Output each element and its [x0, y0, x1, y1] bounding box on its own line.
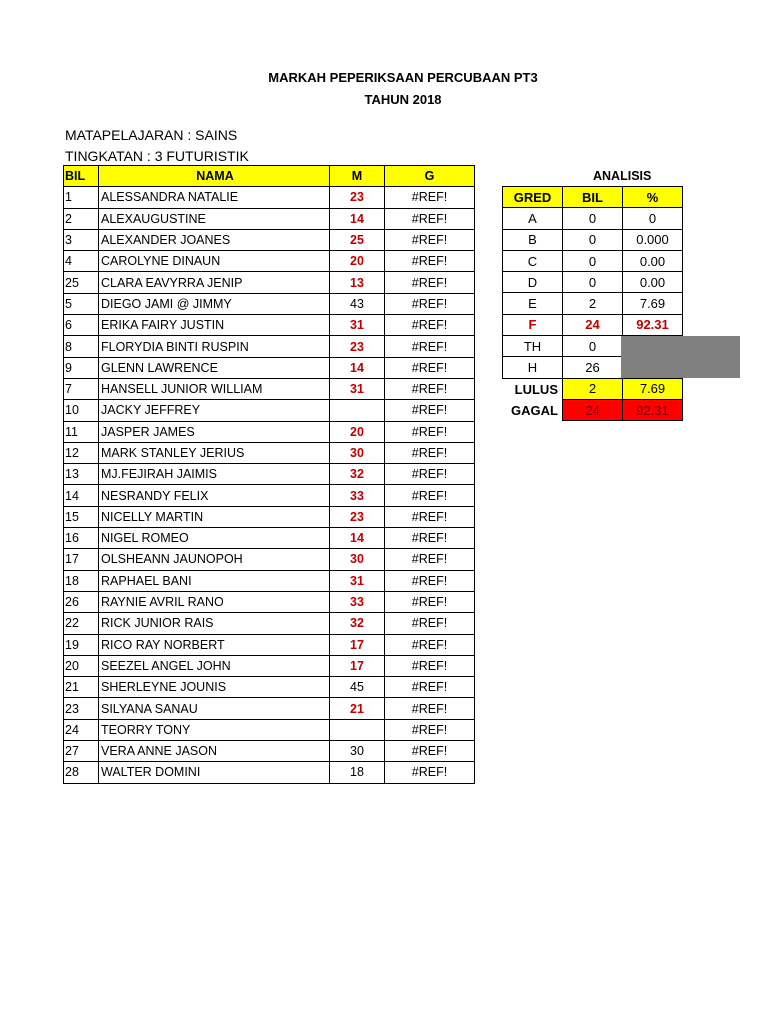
cell-g[interactable]: #REF!: [385, 719, 475, 740]
cell-m[interactable]: 14: [330, 357, 385, 378]
analysis-pct[interactable]: 92.31: [623, 314, 683, 335]
marks-table: [63, 165, 475, 784]
cell-bil[interactable]: 28: [64, 762, 99, 783]
table-row: [64, 719, 475, 740]
col-header-m[interactable]: M: [330, 166, 385, 187]
analysis-bil[interactable]: 0: [563, 336, 623, 357]
cell-bil[interactable]: 17: [64, 549, 99, 570]
cell-bil[interactable]: 11: [64, 421, 99, 442]
analysis-gred[interactable]: D: [503, 272, 563, 293]
table-row: [64, 251, 475, 272]
analysis-title: ANALISIS: [593, 169, 652, 183]
analysis-gred[interactable]: E: [503, 293, 563, 314]
cell-m[interactable]: 31: [330, 378, 385, 399]
table-row: [64, 293, 475, 314]
cell-m[interactable]: 32: [330, 464, 385, 485]
cell-bil[interactable]: 21: [64, 677, 99, 698]
cell-nama[interactable]: MARK STANLEY JERIUS: [99, 442, 330, 463]
cell-nama[interactable]: SILYANA SANAU: [99, 698, 330, 719]
analysis-bil[interactable]: 0: [563, 208, 623, 229]
cell-g[interactable]: #REF!: [385, 229, 475, 250]
subject-label: MATAPELAJARAN : SAINS: [65, 127, 238, 143]
cell-nama[interactable]: OLSHEANN JAUNOPOH: [99, 549, 330, 570]
table-row: [64, 400, 475, 421]
table-row: [64, 528, 475, 549]
table-row: [64, 421, 475, 442]
analysis-pct[interactable]: 7.69: [623, 293, 683, 314]
table-row: [64, 655, 475, 676]
cell-nama[interactable]: RAYNIE AVRIL RANO: [99, 591, 330, 612]
cell-g[interactable]: #REF!: [385, 655, 475, 676]
cell-bil[interactable]: 24: [64, 719, 99, 740]
cell-g[interactable]: #REF!: [385, 698, 475, 719]
cell-g[interactable]: #REF!: [385, 485, 475, 506]
cell-g[interactable]: #REF!: [385, 251, 475, 272]
table-row: [64, 677, 475, 698]
cell-bil[interactable]: 6: [64, 315, 99, 336]
analysis-row: [503, 293, 683, 314]
cell-bil[interactable]: 3: [64, 229, 99, 250]
cell-bil[interactable]: 27: [64, 741, 99, 762]
cell-m[interactable]: 20: [330, 251, 385, 272]
analysis-gred[interactable]: TH: [503, 336, 563, 357]
cell-g[interactable]: #REF!: [385, 741, 475, 762]
cell-nama[interactable]: ERIKA FAIRY JUSTIN: [99, 315, 330, 336]
cell-nama[interactable]: MJ.FEJIRAH JAIMIS: [99, 464, 330, 485]
lulus-bil[interactable]: 2: [563, 378, 623, 399]
lulus-pct[interactable]: 7.69: [623, 378, 683, 399]
table-row: [64, 464, 475, 485]
cell-g[interactable]: #REF!: [385, 421, 475, 442]
cell-m[interactable]: 21: [330, 698, 385, 719]
cell-m[interactable]: 14: [330, 528, 385, 549]
cell-g[interactable]: #REF!: [385, 570, 475, 591]
cell-m[interactable]: 23: [330, 336, 385, 357]
analysis-bil[interactable]: 2: [563, 293, 623, 314]
table-row: [64, 229, 475, 250]
cell-m[interactable]: 30: [330, 549, 385, 570]
cell-m[interactable]: 25: [330, 229, 385, 250]
cell-m[interactable]: [330, 719, 385, 740]
marks-body: [64, 187, 475, 783]
cell-m[interactable]: 45: [330, 677, 385, 698]
table-row: [64, 506, 475, 527]
table-row: [64, 336, 475, 357]
cell-g[interactable]: #REF!: [385, 315, 475, 336]
cell-nama[interactable]: SHERLEYNE JOUNIS: [99, 677, 330, 698]
cell-nama[interactable]: HANSELL JUNIOR WILLIAM: [99, 378, 330, 399]
cell-g[interactable]: #REF!: [385, 336, 475, 357]
analysis-pct[interactable]: 0: [623, 208, 683, 229]
col-header-nama[interactable]: NAMA: [99, 166, 330, 187]
cell-bil[interactable]: 20: [64, 655, 99, 676]
cell-bil[interactable]: 8: [64, 336, 99, 357]
analysis-row: [503, 250, 683, 271]
cell-g[interactable]: #REF!: [385, 549, 475, 570]
cell-nama[interactable]: ALESSANDRA NATALIE: [99, 187, 330, 208]
sheet-year: TAHUN 2018: [364, 92, 442, 107]
cell-nama[interactable]: JASPER JAMES: [99, 421, 330, 442]
table-row: [64, 698, 475, 719]
cell-m[interactable]: [330, 400, 385, 421]
table-row: [64, 741, 475, 762]
analysis-bil[interactable]: 24: [563, 314, 623, 335]
cell-g[interactable]: #REF!: [385, 272, 475, 293]
cell-g[interactable]: #REF!: [385, 528, 475, 549]
cell-nama[interactable]: RICK JUNIOR RAIS: [99, 613, 330, 634]
gagal-bil[interactable]: 24: [563, 399, 623, 420]
cell-nama[interactable]: WALTER DOMINI: [99, 762, 330, 783]
cell-g[interactable]: #REF!: [385, 187, 475, 208]
cell-nama[interactable]: JACKY JEFFREY: [99, 400, 330, 421]
analysis-gred[interactable]: B: [503, 229, 563, 250]
cell-g[interactable]: #REF!: [385, 591, 475, 612]
cell-m[interactable]: 20: [330, 421, 385, 442]
cell-nama[interactable]: NICELLY MARTIN: [99, 506, 330, 527]
cell-m[interactable]: 17: [330, 634, 385, 655]
grey-fill-block: [621, 336, 740, 378]
cell-bil[interactable]: 25: [64, 272, 99, 293]
cell-m[interactable]: 32: [330, 613, 385, 634]
cell-nama[interactable]: VERA ANNE JASON: [99, 741, 330, 762]
cell-bil[interactable]: 23: [64, 698, 99, 719]
cell-bil[interactable]: 19: [64, 634, 99, 655]
analysis-table: [502, 186, 683, 421]
table-row: [64, 378, 475, 399]
analysis-gred[interactable]: A: [503, 208, 563, 229]
cell-g[interactable]: #REF!: [385, 677, 475, 698]
marks-header-row: [64, 166, 475, 187]
analysis-header-pct[interactable]: %: [623, 187, 683, 208]
cell-nama[interactable]: SEEZEL ANGEL JOHN: [99, 655, 330, 676]
cell-nama[interactable]: RAPHAEL BANI: [99, 570, 330, 591]
cell-bil[interactable]: 12: [64, 442, 99, 463]
analysis-bil[interactable]: 0: [563, 272, 623, 293]
table-row: [64, 549, 475, 570]
analysis-row: [503, 314, 683, 335]
cell-g[interactable]: #REF!: [385, 293, 475, 314]
cell-nama[interactable]: CLARA EAVYRRA JENIP: [99, 272, 330, 293]
cell-m[interactable]: 23: [330, 506, 385, 527]
analysis-header-row: [503, 187, 683, 208]
table-row: [64, 570, 475, 591]
analysis-gred[interactable]: C: [503, 250, 563, 271]
cell-nama[interactable]: TEORRY TONY: [99, 719, 330, 740]
analysis-row: [503, 208, 683, 229]
cell-bil[interactable]: 7: [64, 378, 99, 399]
table-row: [64, 357, 475, 378]
gagal-label: GAGAL: [511, 402, 558, 418]
cell-bil[interactable]: 16: [64, 528, 99, 549]
analysis-row: [503, 229, 683, 250]
cell-bil[interactable]: 10: [64, 400, 99, 421]
cell-nama[interactable]: NESRANDY FELIX: [99, 485, 330, 506]
cell-g[interactable]: #REF!: [385, 400, 475, 421]
cell-g[interactable]: #REF!: [385, 442, 475, 463]
cell-m[interactable]: 13: [330, 272, 385, 293]
cell-g[interactable]: #REF!: [385, 378, 475, 399]
table-row: [64, 634, 475, 655]
cell-nama[interactable]: GLENN LAWRENCE: [99, 357, 330, 378]
class-label: TINGKATAN : 3 FUTURISTIK: [65, 148, 249, 164]
analysis-bil[interactable]: 0: [563, 250, 623, 271]
analysis-gred[interactable]: F: [503, 314, 563, 335]
table-row: [64, 315, 475, 336]
cell-bil[interactable]: 13: [64, 464, 99, 485]
cell-m[interactable]: 17: [330, 655, 385, 676]
table-row: [64, 613, 475, 634]
sheet-title: MARKAH PEPERIKSAAN PERCUBAAN PT3: [268, 70, 538, 85]
cell-g[interactable]: #REF!: [385, 357, 475, 378]
cell-m[interactable]: 23: [330, 187, 385, 208]
table-row: [64, 442, 475, 463]
cell-m[interactable]: 33: [330, 485, 385, 506]
cell-m[interactable]: 30: [330, 442, 385, 463]
cell-nama[interactable]: DIEGO JAMI @ JIMMY: [99, 293, 330, 314]
cell-nama[interactable]: ALEXANDER JOANES: [99, 229, 330, 250]
table-row: [64, 208, 475, 229]
col-header-g[interactable]: G: [385, 166, 475, 187]
cell-m[interactable]: 43: [330, 293, 385, 314]
gagal-row: [503, 399, 683, 420]
lulus-row: [503, 378, 683, 399]
cell-m[interactable]: 31: [330, 570, 385, 591]
cell-bil[interactable]: 22: [64, 613, 99, 634]
analysis-row: [503, 272, 683, 293]
cell-g[interactable]: #REF!: [385, 208, 475, 229]
col-header-bil[interactable]: BIL: [64, 166, 99, 187]
cell-bil[interactable]: 4: [64, 251, 99, 272]
cell-g[interactable]: #REF!: [385, 634, 475, 655]
cell-bil[interactable]: 2: [64, 208, 99, 229]
cell-m[interactable]: 14: [330, 208, 385, 229]
table-row: [64, 762, 475, 783]
cell-g[interactable]: #REF!: [385, 762, 475, 783]
cell-nama[interactable]: CAROLYNE DINAUN: [99, 251, 330, 272]
analysis-bil[interactable]: 0: [563, 229, 623, 250]
cell-bil[interactable]: 18: [64, 570, 99, 591]
analysis-pct[interactable]: 0.00: [623, 250, 683, 271]
analysis-pct[interactable]: 0.00: [623, 272, 683, 293]
cell-bil[interactable]: 1: [64, 187, 99, 208]
cell-m[interactable]: 33: [330, 591, 385, 612]
cell-g[interactable]: #REF!: [385, 613, 475, 634]
table-row: [64, 187, 475, 208]
lulus-label: LULUS: [514, 381, 558, 397]
cell-bil[interactable]: 9: [64, 357, 99, 378]
cell-bil[interactable]: 5: [64, 293, 99, 314]
cell-bil[interactable]: 15: [64, 506, 99, 527]
cell-m[interactable]: 30: [330, 741, 385, 762]
cell-nama[interactable]: RICO RAY NORBERT: [99, 634, 330, 655]
analysis-header-bil[interactable]: BIL: [563, 187, 623, 208]
cell-g[interactable]: #REF!: [385, 506, 475, 527]
analysis-pct[interactable]: 0.000: [623, 229, 683, 250]
table-row: [64, 485, 475, 506]
analysis-header-gred[interactable]: GRED: [503, 187, 563, 208]
analysis-bil[interactable]: 26: [563, 357, 623, 378]
cell-m[interactable]: 18: [330, 762, 385, 783]
table-row: [64, 591, 475, 612]
cell-nama[interactable]: NIGEL ROMEO: [99, 528, 330, 549]
cell-bil[interactable]: 26: [64, 591, 99, 612]
cell-m[interactable]: 31: [330, 315, 385, 336]
cell-g[interactable]: #REF!: [385, 464, 475, 485]
gagal-pct[interactable]: 92.31: [623, 399, 683, 420]
analysis-gred[interactable]: H: [503, 357, 563, 378]
cell-bil[interactable]: 14: [64, 485, 99, 506]
table-row: [64, 272, 475, 293]
cell-nama[interactable]: FLORYDIA BINTI RUSPIN: [99, 336, 330, 357]
cell-nama[interactable]: ALEXAUGUSTINE: [99, 208, 330, 229]
